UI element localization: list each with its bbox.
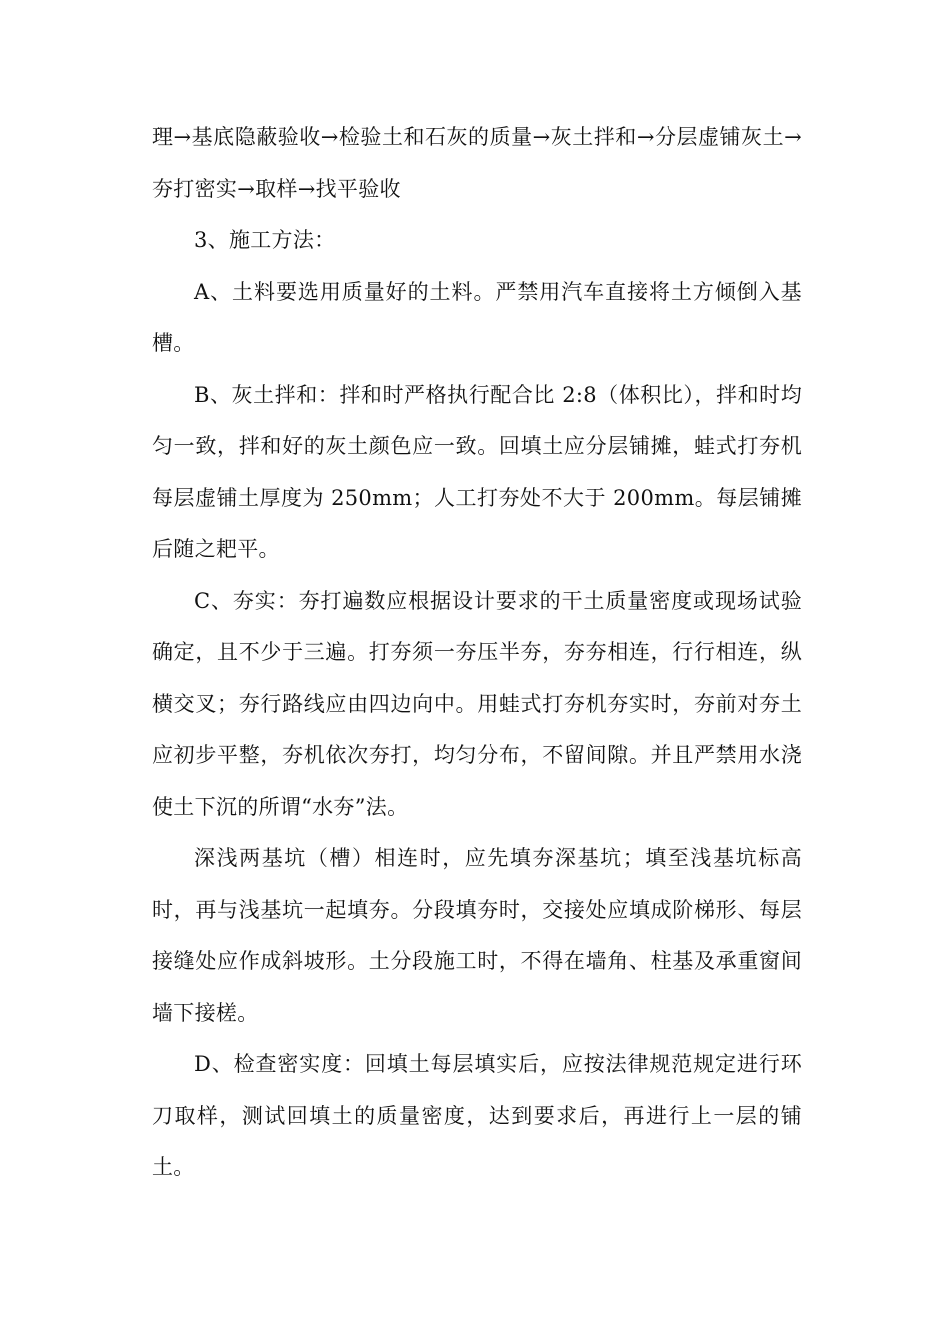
document-body bbox=[152, 112, 802, 1194]
paragraph-adjacent-pits: 深浅两基坑（槽）相连时，应先填夯深基坑；填至浅基坑标高时，再与浅基坑一起填夯。分段填夯时，交接处应填成阶梯形、每层接缝处应作成斜坡形。土分段施工时，不得在墙角、柱基及承重窗间墙下接槎。 bbox=[152, 846, 802, 1025]
section-heading-construction-method: 3、施工方法： bbox=[194, 228, 336, 252]
paragraph-lime-soil-mixing: B、灰土拌和：拌和时严格执行配合比 2:8（体积比），拌和时均匀一致，拌和好的灰土颜色应一致。回填土应分层铺摊，蛙式打夯机每层虚铺土厚度为 250mm；人工打夯处不大于 200mm。每层铺摊后随之耙平。 bbox=[152, 382, 802, 561]
paragraph-soil-material: A、土料要选用质量好的土料。严禁用汽车直接将土方倾倒入基槽。 bbox=[152, 279, 802, 355]
paragraph-compaction: C、夯实：夯打遍数应根据设计要求的干土质量密度或现场试验确定，且不少于三遍。打夯须一夯压半夯，夯夯相连，行行相连，纵横交叉；夯行路线应由四边向中。用蛙式打夯机夯实时，夯前对夯土应初步平整，夯机依次夯打，均匀分布，不留间隙。并且严禁用水浇使土下沉的所谓“水夯”法。 bbox=[152, 588, 802, 819]
paragraph-density-check: D、检查密实度：回填土每层填实后，应按法律规范规定进行环刀取样，测试回填土的质量密度，达到要求后，再进行上一层的铺土。 bbox=[152, 1052, 802, 1179]
paragraph-process-flow: 理→基底隐蔽验收→检验土和石灰的质量→灰土拌和→分层虚铺灰土→夯打密实→取样→找平验收 bbox=[152, 125, 802, 201]
